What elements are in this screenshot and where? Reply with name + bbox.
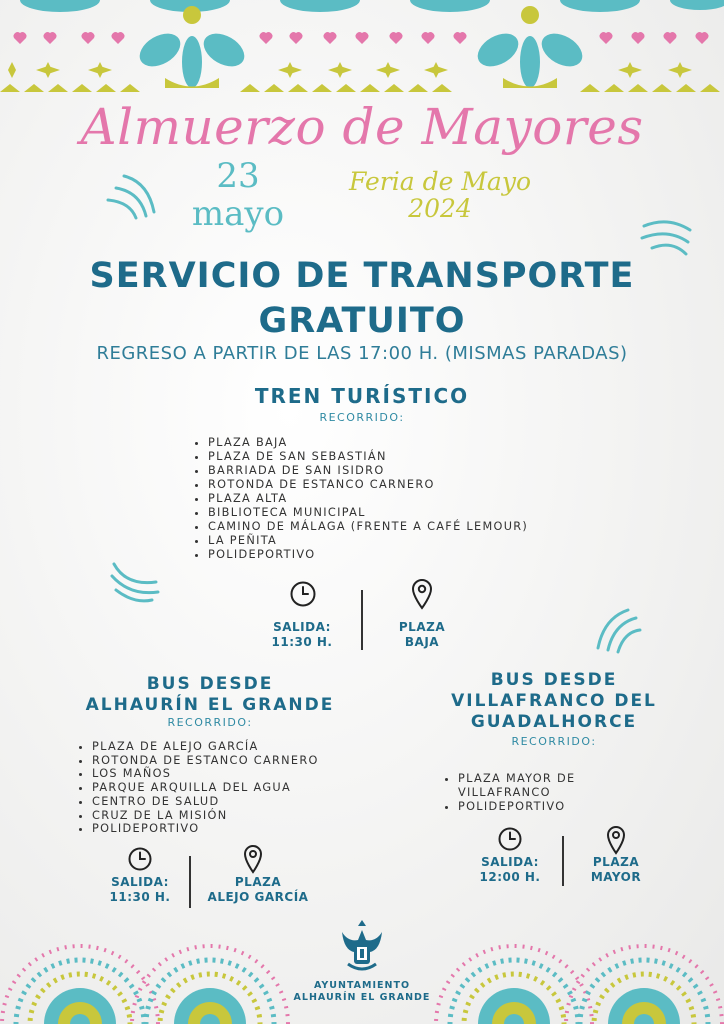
place-line2: MAYOR <box>590 870 642 884</box>
clock-icon <box>127 846 153 872</box>
stop-item: • PLAZA MAYOR DE VILLAFRANCO <box>458 772 618 800</box>
stop-item: • PLAZA BAJA <box>208 436 628 450</box>
heading-line1: BUS DESDE <box>146 674 274 694</box>
bus-alhaurin-departure <box>90 875 190 905</box>
swirl-decoration-icon <box>588 604 644 654</box>
service-title <box>0 254 724 344</box>
top-decorative-border <box>0 0 724 100</box>
org-line2: ALHAURÍN EL GRANDE <box>293 992 431 1003</box>
stop-item: • ROTONDA DE ESTANCO CARNERO <box>92 754 392 768</box>
clock-icon <box>289 580 317 608</box>
return-note: REGRESO A PARTIR DE LAS 17:00 H. (MISMAS PARADAS) <box>96 343 628 364</box>
stop-item: • PLAZA DE ALEJO GARCÍA <box>92 740 392 754</box>
stop-item: • CENTRO DE SALUD <box>92 795 392 809</box>
org-line1: AYUNTAMIENTO <box>313 980 411 991</box>
event-title: Almuerzo de Mayores <box>80 98 644 156</box>
bus-alhaurin-stop-list <box>76 740 392 836</box>
divider <box>361 590 363 650</box>
tren-route-label: RECORRIDO: <box>319 411 405 424</box>
feria-year: 2024 <box>408 194 472 223</box>
stop-item: • BIBLIOTECA MUNICIPAL <box>208 506 628 520</box>
place-line2: ALEJO GARCÍA <box>207 890 309 904</box>
heading-line2: VILLAFRANCO DEL <box>451 691 657 711</box>
stop-item: • PARQUE ARQUILLA DEL AGUA <box>92 781 392 795</box>
departure-time: 12:00 H. <box>479 870 541 884</box>
bus-villafranco-stop-list <box>442 772 618 814</box>
bus-villafranco-place <box>568 855 664 885</box>
bus-alhaurin-place <box>196 875 320 905</box>
place-line2: BAJA <box>404 635 440 649</box>
place-line1: PLAZA <box>398 620 446 634</box>
event-date <box>180 158 296 234</box>
feria-label <box>330 168 550 222</box>
departure-time: 11:30 H. <box>271 635 333 649</box>
clock-icon <box>497 826 523 852</box>
heading-line3: GUADALHORCE <box>470 712 638 732</box>
stop-item: • LA PEÑITA <box>208 534 628 548</box>
stop-item: • POLIDEPORTIVO <box>458 800 618 814</box>
swirl-decoration-icon <box>106 556 164 606</box>
stop-item: • CAMINO DE MÁLAGA (FRENTE A CAFÉ LEMOUR) <box>208 520 628 534</box>
stop-item: • PLAZA DE SAN SEBASTIÁN <box>208 450 628 464</box>
feria-name: Feria de Mayo <box>349 167 531 196</box>
tren-place <box>370 620 474 650</box>
departure-time: 11:30 H. <box>109 890 171 904</box>
tren-departure <box>250 620 354 650</box>
date-day: 23 <box>216 156 260 196</box>
heading-line2: ALHAURÍN EL GRANDE <box>85 695 335 715</box>
organization-name <box>262 980 462 1004</box>
service-title-line2: GRATUITO <box>258 301 466 341</box>
swirl-decoration-icon <box>104 168 162 226</box>
bus-villafranco-heading <box>404 670 704 733</box>
bus-alhaurin-heading <box>40 674 380 716</box>
stop-item: • LOS MAÑOS <box>92 767 392 781</box>
tren-stop-list <box>192 436 628 562</box>
bus-villafranco-route-label: RECORRIDO: <box>511 735 597 748</box>
service-title-line1: SERVICIO DE TRANSPORTE <box>89 256 635 296</box>
stop-item: • POLIDEPORTIVO <box>208 548 628 562</box>
date-month: mayo <box>191 194 285 234</box>
departure-label: SALIDA: <box>111 875 169 889</box>
map-pin-icon <box>410 578 434 610</box>
tren-heading: TREN TURÍSTICO <box>254 384 470 408</box>
map-pin-icon <box>605 825 627 855</box>
map-pin-icon <box>242 844 264 874</box>
stop-item: • CRUZ DE LA MISIÓN <box>92 809 392 823</box>
stop-item: • POLIDEPORTIVO <box>92 822 392 836</box>
bus-alhaurin-route-label: RECORRIDO: <box>167 716 253 729</box>
stop-item: • BARRIADA DE SAN ISIDRO <box>208 464 628 478</box>
bus-villafranco-departure <box>460 855 560 885</box>
place-line1: PLAZA <box>234 875 282 889</box>
place-line1: PLAZA <box>592 855 640 869</box>
heading-line1: BUS DESDE <box>490 670 618 690</box>
divider <box>562 836 564 886</box>
stop-item: • PLAZA ALTA <box>208 492 628 506</box>
departure-label: SALIDA: <box>481 855 539 869</box>
coat-of-arms-icon <box>334 918 390 976</box>
departure-label: SALIDA: <box>273 620 331 634</box>
stop-item: • ROTONDA DE ESTANCO CARNERO <box>208 478 628 492</box>
